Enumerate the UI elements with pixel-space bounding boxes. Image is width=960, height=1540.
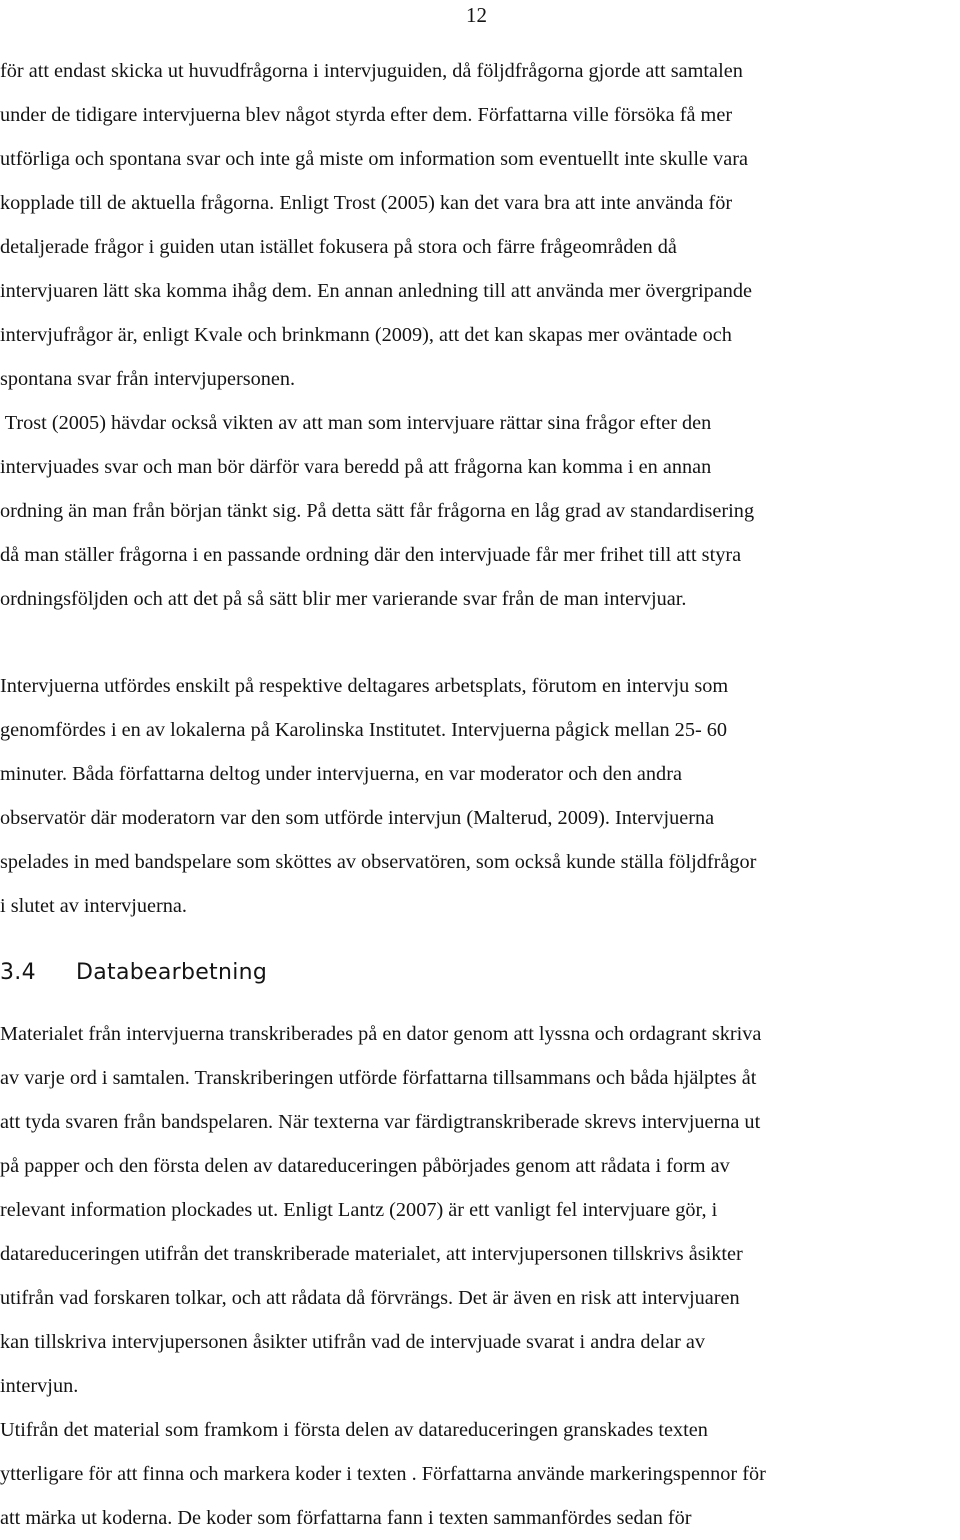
paragraph-line: spelades in med bandspelare som sköttes av observatören, som också kunde ställa följdfrågor: [0, 851, 757, 873]
paragraph-line: Materialet från intervjuerna transkriberades på en dator genom att lyssna och ordagrant skriva: [0, 1023, 762, 1045]
paragraph-line: relevant information plockades ut. Enligt Lantz (2007) är ett vanligt fel intervjuare gör, i: [0, 1199, 718, 1221]
section-number: 3.4: [0, 960, 36, 985]
paragraph-line: Trost (2005) hävdar också vikten av att man som intervjuare rättar sina frågor efter den: [0, 412, 712, 434]
paragraph-5: [0, 1408, 960, 1540]
paragraph-line: spontana svar från intervjupersonen.: [0, 368, 296, 390]
paragraph-line: ytterligare för att finna och markera koder i texten . Författarna använde markeringspennor för: [0, 1463, 766, 1485]
section-heading: [0, 951, 267, 995]
paragraph-line: att tyda svaren från bandspelaren. När texterna var färdigtranskriberade skrevs intervjuerna ut: [0, 1111, 761, 1133]
paragraph-line: då man ställer frågorna i en passande ordning där den intervjuade får mer frihet till att styra: [0, 544, 742, 566]
paragraph-line: Utifrån det material som framkom i första delen av datareduceringen granskades texten: [0, 1419, 708, 1441]
page-number: 12: [466, 3, 487, 27]
paragraph-line: intervjuades svar och man bör därför vara beredd på att frågorna kan komma i en annan: [0, 456, 712, 478]
paragraph-line: intervjun.: [0, 1375, 79, 1397]
paragraph-line: ordningsföljden och att det på så sätt blir mer varierande svar från de man intervjuar.: [0, 588, 687, 610]
paragraph-line: i slutet av intervjuerna.: [0, 895, 187, 917]
paragraph-4: [0, 1012, 960, 1408]
paragraph-1: [0, 49, 960, 401]
paragraph-line: ordning än man från början tänkt sig. På detta sätt får frågorna en låg grad av standardisering: [0, 500, 755, 522]
paragraph-line: datareduceringen utifrån det transkriberade materialet, att intervjupersonen tillskrivs åsikter: [0, 1243, 743, 1265]
paragraph-line: att märka ut koderna. De koder som författarna fann i texten sammanfördes sedan för: [0, 1507, 692, 1529]
paragraph-line: på papper och den första delen av datareduceringen påbörjades genom att rådata i form av: [0, 1155, 730, 1177]
paragraph-3: [0, 664, 960, 928]
paragraph-line: kan tillskriva intervjupersonen åsikter utifrån vad de intervjuade svarat i andra delar av: [0, 1331, 706, 1353]
paragraph-line: av varje ord i samtalen. Transkriberingen utförde författarna tillsammans och båda hjälptes åt: [0, 1067, 757, 1089]
paragraph-line: genomfördes i en av lokalerna på Karolinska Institutet. Intervjuerna pågick mellan 25- 60: [0, 719, 728, 741]
paragraph-line: utifrån vad forskaren tolkar, och att rådata då förvrängs. Det är även en risk att intervjuaren: [0, 1287, 740, 1309]
paragraph-line: Intervjuerna utfördes enskilt på respektive deltagares arbetsplats, förutom en intervju som: [0, 675, 729, 697]
paragraph-2: [0, 401, 960, 621]
paragraph-line: utförliga och spontana svar och inte gå miste om information som eventuellt inte skulle vara: [0, 148, 748, 170]
paragraph-line: minuter. Båda författarna deltog under intervjuerna, en var moderator och den andra: [0, 763, 682, 785]
paragraph-line: intervjufrågor är, enligt Kvale och brinkmann (2009), att det kan skapas mer oväntade och: [0, 324, 732, 346]
paragraph-line: under de tidigare intervjuerna blev något styrda efter dem. Författarna ville försöka få mer: [0, 104, 733, 126]
paragraph-line: detaljerade frågor i guiden utan istället fokusera på stora och färre frågeområden då: [0, 236, 677, 258]
paragraph-line: intervjuaren lätt ska komma ihåg dem. En annan anledning till att använda mer övergripande: [0, 280, 753, 302]
paragraph-line: observatör där moderatorn var den som utförde intervjun (Malterud, 2009). Intervjuerna: [0, 807, 715, 829]
paragraph-line: för att endast skicka ut huvudfrågorna i intervjuguiden, då följdfrågorna gjorde att samtalen: [0, 60, 743, 82]
section-title: Databearbetning: [76, 960, 268, 985]
paragraph-line: kopplade till de aktuella frågorna. Enligt Trost (2005) kan det vara bra att inte använda för: [0, 192, 733, 214]
